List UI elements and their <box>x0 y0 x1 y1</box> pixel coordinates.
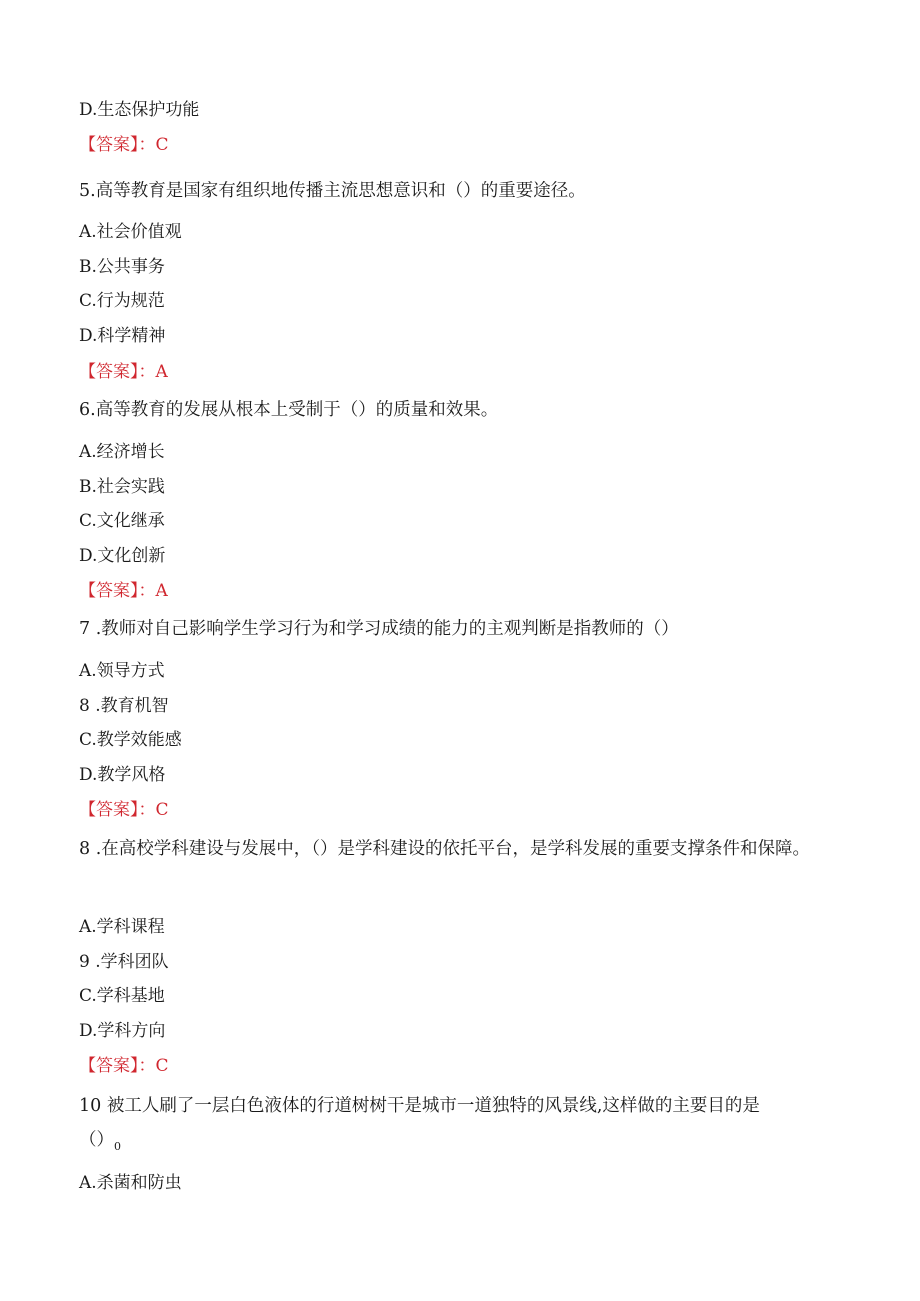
option-b-q6: B.社会实践 <box>79 477 165 497</box>
option-d-q6: D.文化创新 <box>79 546 166 566</box>
option-d-q5: D.科学精神 <box>79 326 166 346</box>
option-c-q5: C.行为规范 <box>79 291 165 311</box>
option-a-q7: A.领导方式 <box>79 661 165 681</box>
option-b-q7: 8 .教育机智 <box>79 696 169 716</box>
option-a-q6: A.经济增长 <box>79 442 165 462</box>
question-10-line-1: 10 被工人刷了一层白色液体的行道树树干是城市一道独特的风景线,这样做的主要目的是 <box>79 1096 760 1116</box>
option-c-q7: C.教学效能感 <box>79 730 182 750</box>
answer-q8: 【答案】：C <box>79 1056 169 1076</box>
option-c-q6: C.文化继承 <box>79 511 165 531</box>
question-8: 8 .在高校学科建设与发展中，（）是学科建设的依托平台，是学科发展的重要支撑条件和保障。 <box>79 839 811 859</box>
answer-q4: 【答案】：C <box>79 135 169 155</box>
question-10-tail: 0 <box>114 1140 121 1153</box>
answer-q6: 【答案】：A <box>79 581 168 601</box>
option-b-q8: 9 .学科团队 <box>79 952 169 972</box>
option-b-q5: B.公共事务 <box>79 257 165 277</box>
question-10-line-2 <box>79 1129 850 1158</box>
option-c-q8: C.学科基地 <box>79 986 165 1006</box>
question-7: 7 .教师对自己影响学生学习行为和学习成绩的能力的主观判断是指教师的（） <box>79 619 679 639</box>
option-d-q7: D.教学风格 <box>79 765 166 785</box>
answer-q7: 【答案】：C <box>79 800 169 820</box>
option-d-q4: D.生态保护功能 <box>79 100 200 120</box>
question-10-blank: （） <box>79 1130 114 1150</box>
option-a-q10: A.杀菌和防虫 <box>79 1173 182 1193</box>
question-5: 5.高等教育是国家有组织地传播主流思想意识和（）的重要途径。 <box>79 181 586 201</box>
question-6: 6.高等教育的发展从根本上受制于（）的质量和效果。 <box>79 400 499 420</box>
option-a-q5: A.社会价值观 <box>79 222 182 242</box>
answer-q5: 【答案】：A <box>79 362 168 382</box>
option-d-q8: D.学科方向 <box>79 1021 166 1041</box>
option-a-q8: A.学科课程 <box>79 917 165 937</box>
